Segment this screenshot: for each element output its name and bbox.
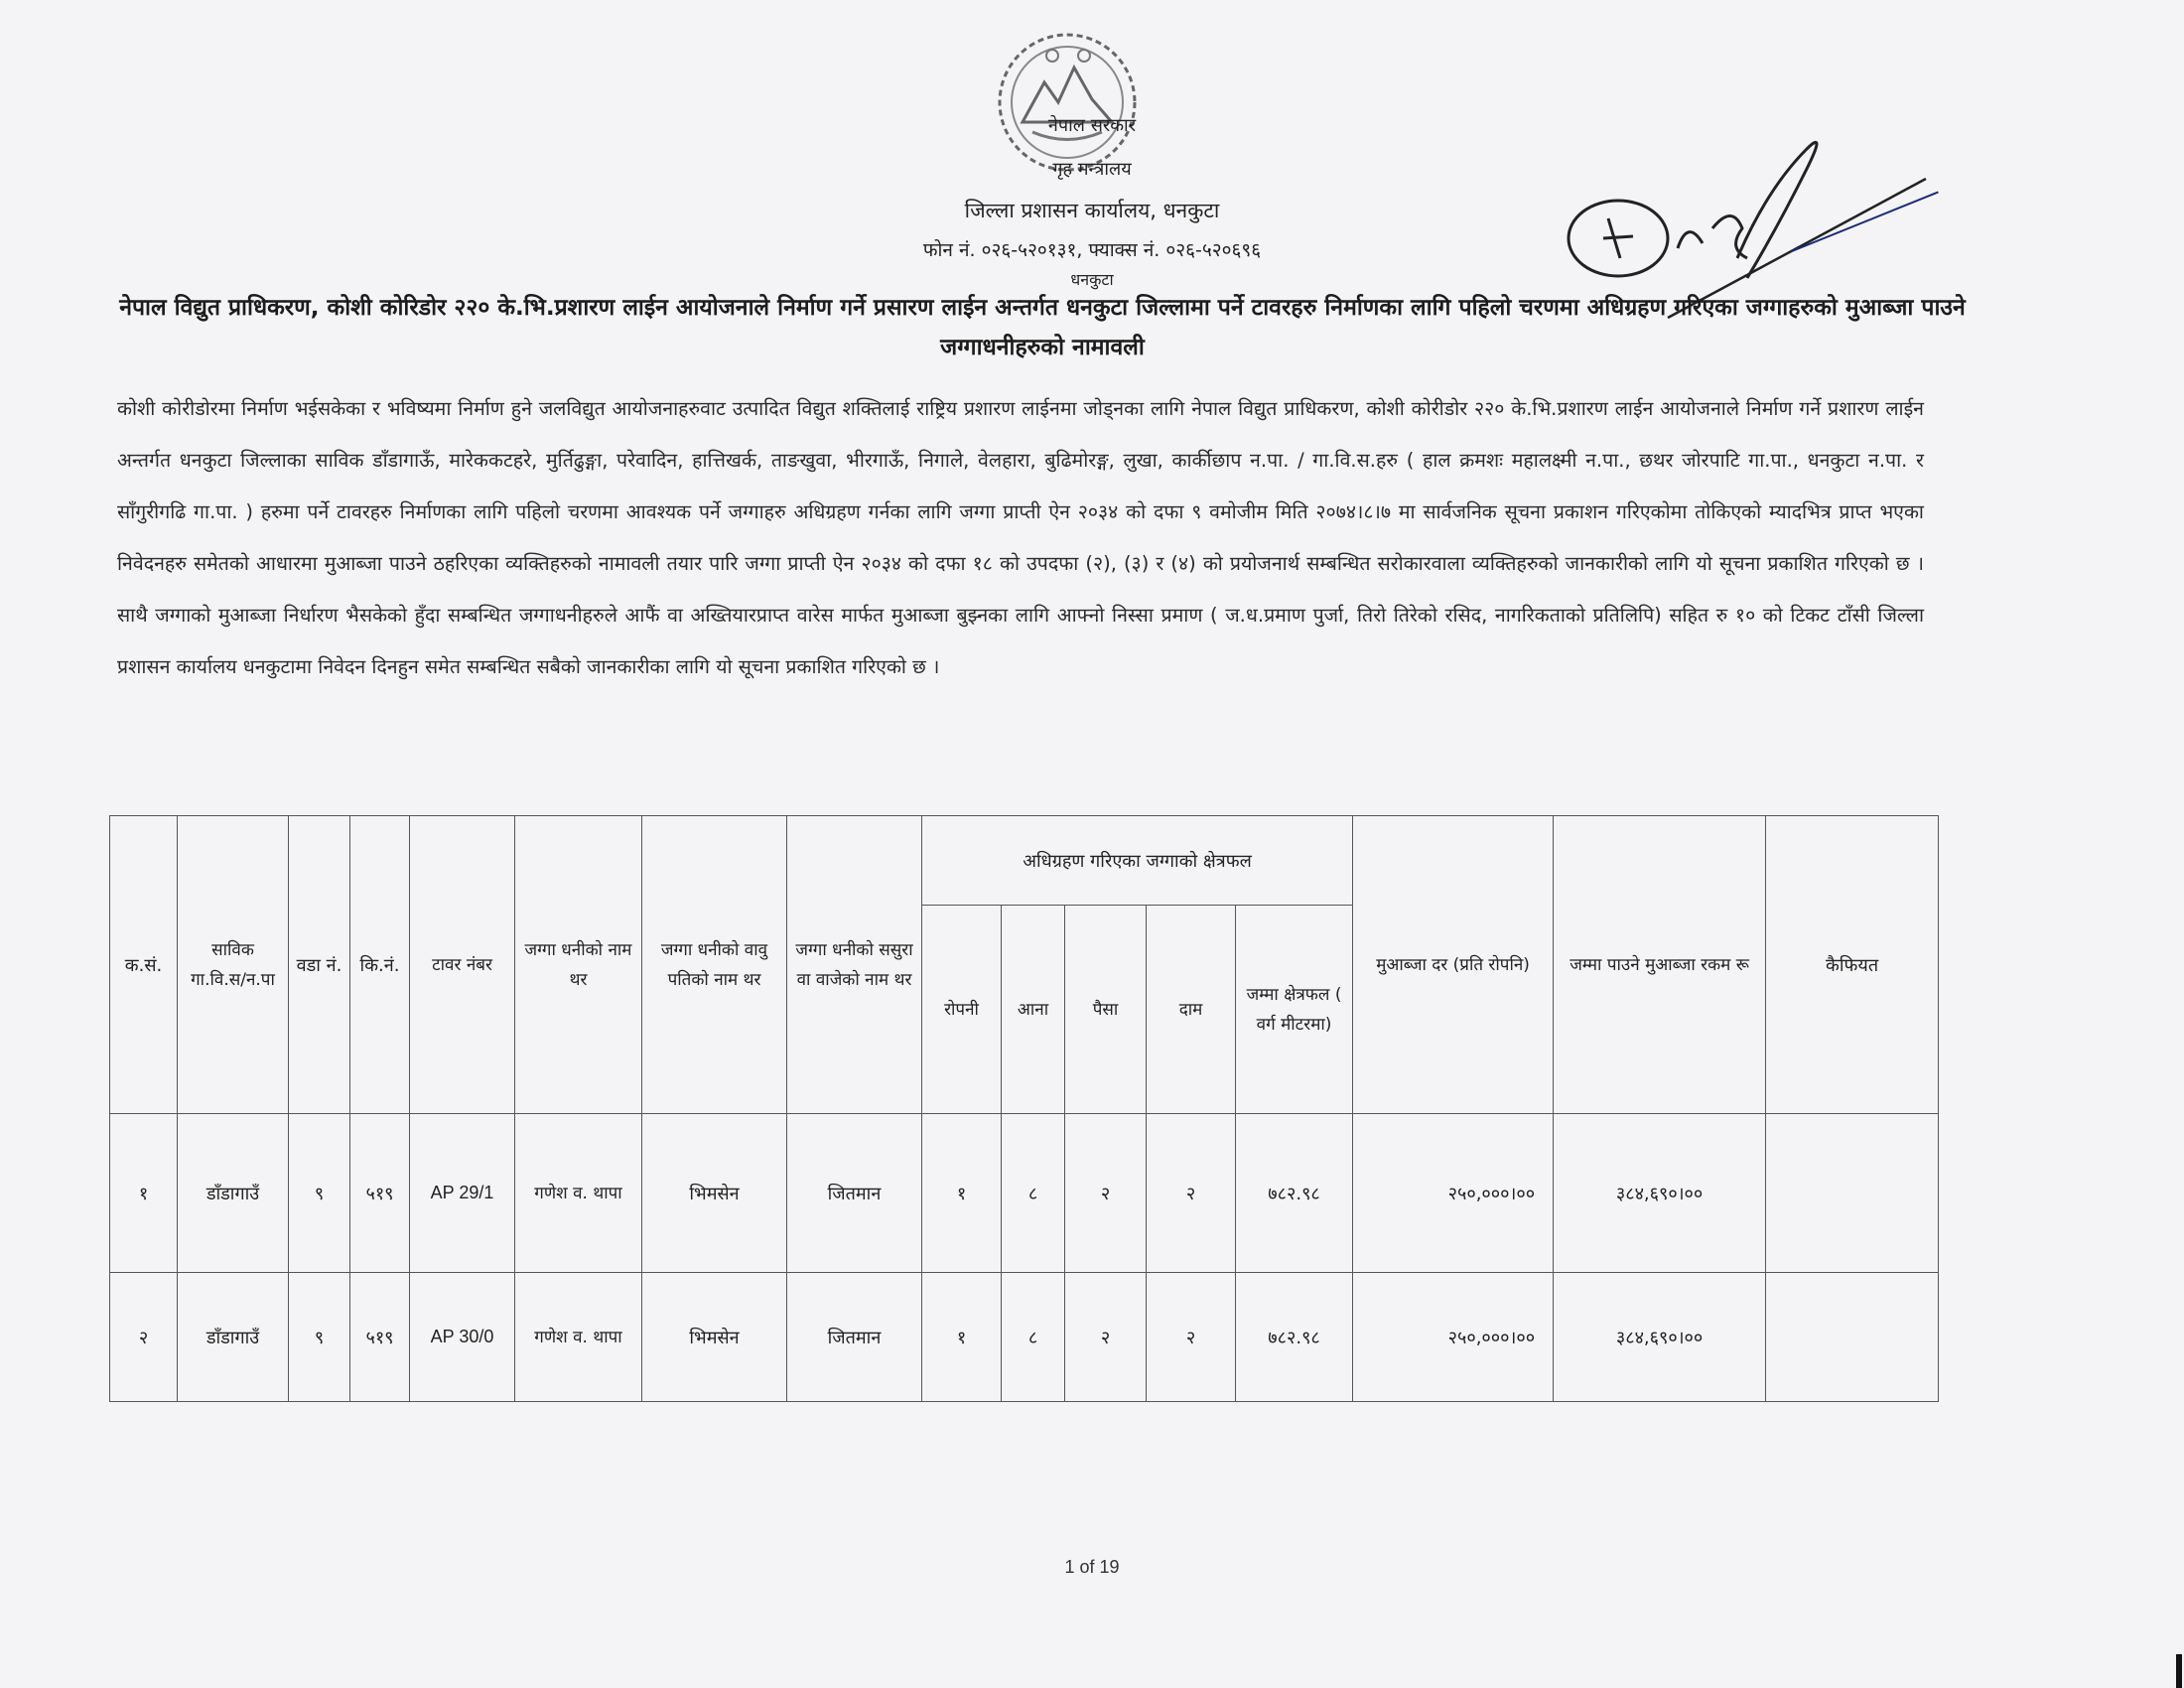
cell-ropani: १	[922, 1273, 1002, 1402]
col-father: जग्गा धनीको वावु पतिको नाम थर	[642, 816, 787, 1114]
cell-total-amount: ३८४,६९०।००	[1554, 1114, 1766, 1273]
cell-aana: ८	[1002, 1114, 1065, 1273]
col-rate: मुआब्जा दर (प्रति रोपनि)	[1353, 816, 1554, 1114]
ministry-name: गृह मन्त्रालय	[1052, 159, 1132, 180]
cell-total-area: ७८२.९८	[1236, 1273, 1353, 1402]
col-aana: आना	[1002, 906, 1065, 1114]
cell-vdc: डाँडागाउँ	[178, 1114, 289, 1273]
notice-body: कोशी कोरीडोरमा निर्माण भईसकेका र भविष्यमा निर्माण हुने जलविद्युत आयोजनाहरुवाट उत्पादित विद्युत शक्तिलाई राष्ट्रिय प्रशारण लाईनमा जोड्नका लागि नेपाल विद्युत प्राधिकरण, कोशी कोरीडोर २२० के.भि.प्रशारण लाईन आयोजनाले निर्माण गर्ने प्रशारण लाईन अन्तर्गत धनकुटा जिल्लाका साविक डाँडागाऊँ, मारेककटहरे, मुर्तिढुङ्गा, परेवादिन, हात्तिखर्क, ताङखुवा, भीरगाऊँ, निगाले, वेलहारा, बुढिमोरङ्ग, लुखा, कार्कीछाप न.पा. / गा.वि.स.हरु ( हाल क्रमशः महालक्ष्मी न.पा., छथर जोरपाटि गा.पा., धनकुटा न.पा. र साँगुरीगढि गा.पा. ) हरुमा पर्ने टावरहरु निर्माणका लागि पहिलो चरणमा आवश्यक पर्ने जग्गाहरु अधिग्रहण गर्नका लागि जग्गा प्राप्ती ऐन २०३४ को दफा ९ वमोजीम मिति २०७४।८।७ मा सार्वजनिक सूचना प्रकाशन गरिएकोमा तोकिएको म्यादभित्र प्राप्त भएका निवेदनहरु समेतको आधारमा मुआब्जा पाउने ठहरिएका व्यक्तिहरुको नामावली तयार पारि जग्गा प्राप्ती ऐन २०३४ को दफा १८ को उपदफा (२), (३) र (४) को प्रयोजनार्थ सम्बन्धित सरोकारवाला व्यक्तिहरुको जानकारीको लागि यो सूचना प्रकाशित गरिएको छ । साथै जग्गाको मुआब्जा निर्धारण भैसकेको हुँदा सम्बन्धित जग्गाधनीहरुले आफैं वा अख्तियारप्राप्त वारेस मार्फत मुआब्जा बुझ्नका लागि आफ्नो निस्सा प्रमाण ( ज.ध.प्रमाण पुर्जा, तिरो तिरेको रसिद, नागरिकताको प्रतिलिपि) सहित रु १० को टिकट टाँसी जिल्ला प्रशासन कार्यालय धनकुटामा निवेदन दिनहुन समेत सम्बन्धित सबैको जानकारीका लागि यो सूचना प्रकाशित गरिएको छ ।	[117, 397, 1924, 678]
table-row	[110, 1273, 1939, 1402]
cell-rate: २५०,०००।००	[1353, 1114, 1554, 1273]
office-phone: फोन नं. ०२६-५२०१३१, फ्याक्स नं. ०२६-५२०६९६	[922, 239, 1262, 261]
cell-tower: AP 29/1	[410, 1114, 515, 1273]
compensation-table	[109, 815, 1939, 1402]
cell-grandfather: जितमान	[787, 1273, 922, 1402]
nepal-emblem-icon	[993, 28, 1142, 177]
cell-daam: २	[1147, 1114, 1236, 1273]
government-name: नेपाल सरकार	[1047, 115, 1137, 136]
cell-ward: ९	[289, 1114, 350, 1273]
scan-edge-mark	[2176, 1654, 2182, 1688]
cell-aana: ८	[1002, 1273, 1065, 1402]
col-sn: क.सं.	[110, 816, 178, 1114]
cell-total-area: ७८२.९८	[1236, 1114, 1353, 1273]
col-kitta: कि.नं.	[350, 816, 410, 1114]
col-vdc: साविक गा.वि.स/न.पा	[178, 816, 289, 1114]
page-number: 1 of 19	[1064, 1557, 1120, 1577]
col-remarks: कैफियत	[1766, 816, 1939, 1114]
cell-daam: २	[1147, 1273, 1236, 1402]
notice-title: नेपाल विद्युत प्राधिकरण, कोशी कोरिडोर २२० के.भि.प्रशारण लाईन आयोजनाले निर्माण गर्ने प्रसारण लाईन अन्तर्गत धनकुटा जिल्लामा पर्ने टावरहरु निर्माणका लागि पहिलो चरणमा अधिग्रहण गरिएका जग्गाहरुको मुआब्जा पाउने जग्गाधनीहरुको नामावली	[119, 295, 1966, 360]
cell-father: भिमसेन	[642, 1273, 787, 1402]
cell-kitta: ५१९	[350, 1273, 410, 1402]
col-tower: टावर नंबर	[410, 816, 515, 1114]
office-name: जिल्ला प्रशासन कार्यालय, धनकुटा	[964, 199, 1220, 222]
office-place: धनकुटा	[1070, 270, 1114, 289]
cell-ward: ९	[289, 1273, 350, 1402]
cell-sn: २	[110, 1273, 178, 1402]
cell-paisa: २	[1065, 1114, 1147, 1273]
cell-father: भिमसेन	[642, 1114, 787, 1273]
cell-ropani: १	[922, 1114, 1002, 1273]
cell-rate: २५०,०००।००	[1353, 1273, 1554, 1402]
col-daam: दाम	[1147, 906, 1236, 1114]
table-row	[110, 1114, 1939, 1273]
cell-total-amount: ३८४,६९०।००	[1554, 1273, 1766, 1402]
cell-remarks	[1766, 1114, 1939, 1273]
col-total-area: जम्मा क्षेत्रफल ( वर्ग मीटरमा)	[1236, 906, 1353, 1114]
col-total-amount: जम्मा पाउने मुआब्जा रकम रू	[1554, 816, 1766, 1114]
col-owner: जग्गा धनीको नाम थर	[515, 816, 642, 1114]
cell-vdc: डाँडागाउँ	[178, 1273, 289, 1402]
cell-remarks	[1766, 1273, 1939, 1402]
cell-paisa: २	[1065, 1273, 1147, 1402]
col-ward: वडा नं.	[289, 816, 350, 1114]
col-area-group: अधिग्रहण गरिएका जग्गाको क्षेत्रफल	[922, 816, 1353, 906]
col-grandfather: जग्गा धनीको ससुरा वा वाजेको नाम थर	[787, 816, 922, 1114]
cell-kitta: ५१९	[350, 1114, 410, 1273]
cell-tower: AP 30/0	[410, 1273, 515, 1402]
cell-sn: १	[110, 1114, 178, 1273]
cell-owner: गणेश व. थापा	[515, 1114, 642, 1273]
cell-grandfather: जितमान	[787, 1114, 922, 1273]
col-ropani: रोपनी	[922, 906, 1002, 1114]
col-paisa: पैसा	[1065, 906, 1147, 1114]
cell-owner: गणेश व. थापा	[515, 1273, 642, 1402]
